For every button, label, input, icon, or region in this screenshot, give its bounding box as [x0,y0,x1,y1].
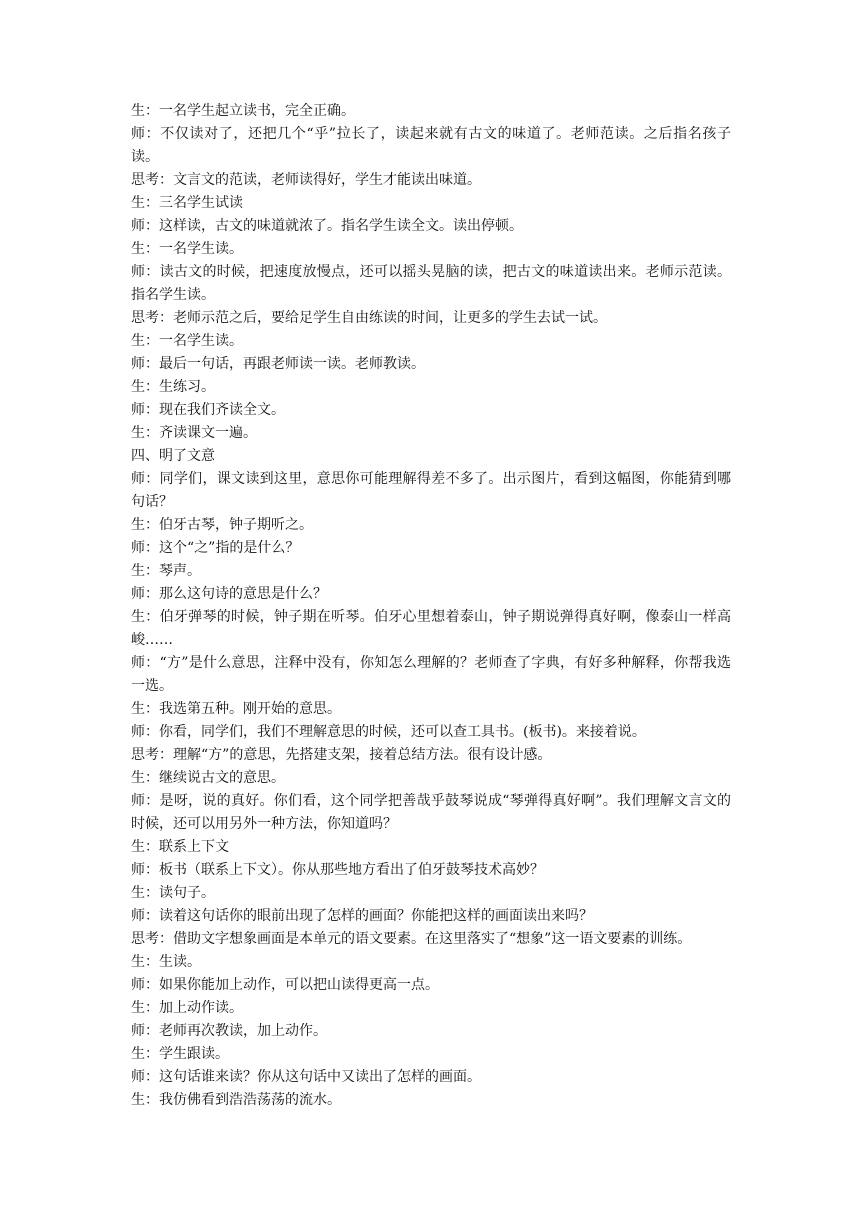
paragraph: 生：一名学生读。 [131,241,243,257]
paragraph: 师：现在我们齐读全文。 [131,402,285,418]
paragraph: 生：齐读课文一遍。 [131,425,257,441]
paragraph: 生：我选第五种。刚开始的意思。 [131,701,341,717]
paragraph: 生：一名学生读。 [131,333,243,349]
paragraph: 思考：文言文的范读，老师读得好，学生才能读出味道。 [131,172,481,188]
paragraph: 师：不仅读对了，还把几个“乎”拉长了，读起来就有古文的味道了。老师范读。之后指名孩子读。 [131,126,731,165]
paragraph: 师：读着这句话你的眼前出现了怎样的画面？你能把这样的画面读出来吗？ [131,908,593,924]
paragraph: 思考：借助文字想象画面是本单元的语文要素。在这里落实了“想象”这一语文要素的训练。 [131,931,692,947]
paragraph: 生：伯牙弹琴的时候，钟子期在听琴。伯牙心里想着泰山，钟子期说弹得真好啊，像泰山一样高峻…… [131,609,731,648]
paragraph: 师：同学们，课文读到这里，意思你可能理解得差不多了。出示图片，看到这幅图，你能猜到哪句话？ [131,471,731,510]
paragraph: 师：这个“之”指的是什么？ [131,540,300,556]
paragraph: 师：那么这句诗的意思是什么？ [131,586,327,602]
paragraph: 生：继续说古文的意思。 [131,770,285,786]
paragraph: 生：琴声。 [131,563,201,579]
paragraph: 思考：老师示范之后，要给足学生自由练读的时间，让更多的学生去试一试。 [131,310,607,326]
paragraph: 师：板书（联系上下文）。你从那些地方看出了伯牙鼓琴技术高妙？ [131,862,544,878]
paragraph: 生：一名学生起立读书，完全正确。 [131,103,355,119]
paragraph: 师：“方”是什么意思，注释中没有，你知怎么理解的？老师查了字典，有好多种解释，你帮我选一选。 [131,655,731,694]
paragraph: 生：生练习。 [131,379,215,395]
section-heading: 四、明了文意 [131,448,215,464]
paragraph: 生：联系上下文 [131,839,229,855]
paragraph: 师：这句话谁来读？你从这句话中又读出了怎样的画面。 [131,1069,481,1085]
paragraph: 生：学生跟读。 [131,1046,229,1062]
paragraph: 师：老师再次教读，加上动作。 [131,1023,327,1039]
paragraph: 师：是呀，说的真好。你们看，这个同学把善哉乎鼓琴说成“琴弹得真好啊”。我们理解文言文的时候，还可以用另外一种方法，你知道吗？ [131,793,731,832]
paragraph: 师：最后一句话，再跟老师读一读。老师教读。 [131,356,425,372]
paragraph: 师：这样读，古文的味道就浓了。指名学生读全文。读出停顿。 [131,218,523,234]
paragraph: 思考：理解“方”的意思，先搭建支架，接着总结方法。很有设计感。 [131,747,552,763]
paragraph: 生：生读。 [131,954,201,970]
document-body [131,100,731,1112]
paragraph: 师：你看，同学们，我们不理解意思的时候，还可以查工具书。(板书)。来接着说。 [131,724,646,740]
paragraph: 生：读句子。 [131,885,215,901]
paragraph: 师：如果你能加上动作，可以把山读得更高一点。 [131,977,439,993]
paragraph: 生：加上动作读。 [131,1000,243,1016]
paragraph: 生：我仿佛看到浩浩荡荡的流水。 [131,1092,341,1108]
paragraph: 师：读古文的时候，把速度放慢点，还可以摇头晃脑的读，把古文的味道读出来。老师示范读。指名学生读。 [131,264,731,303]
paragraph: 生：三名学生试读 [131,195,243,211]
paragraph: 生：伯牙古琴，钟子期听之。 [131,517,313,533]
